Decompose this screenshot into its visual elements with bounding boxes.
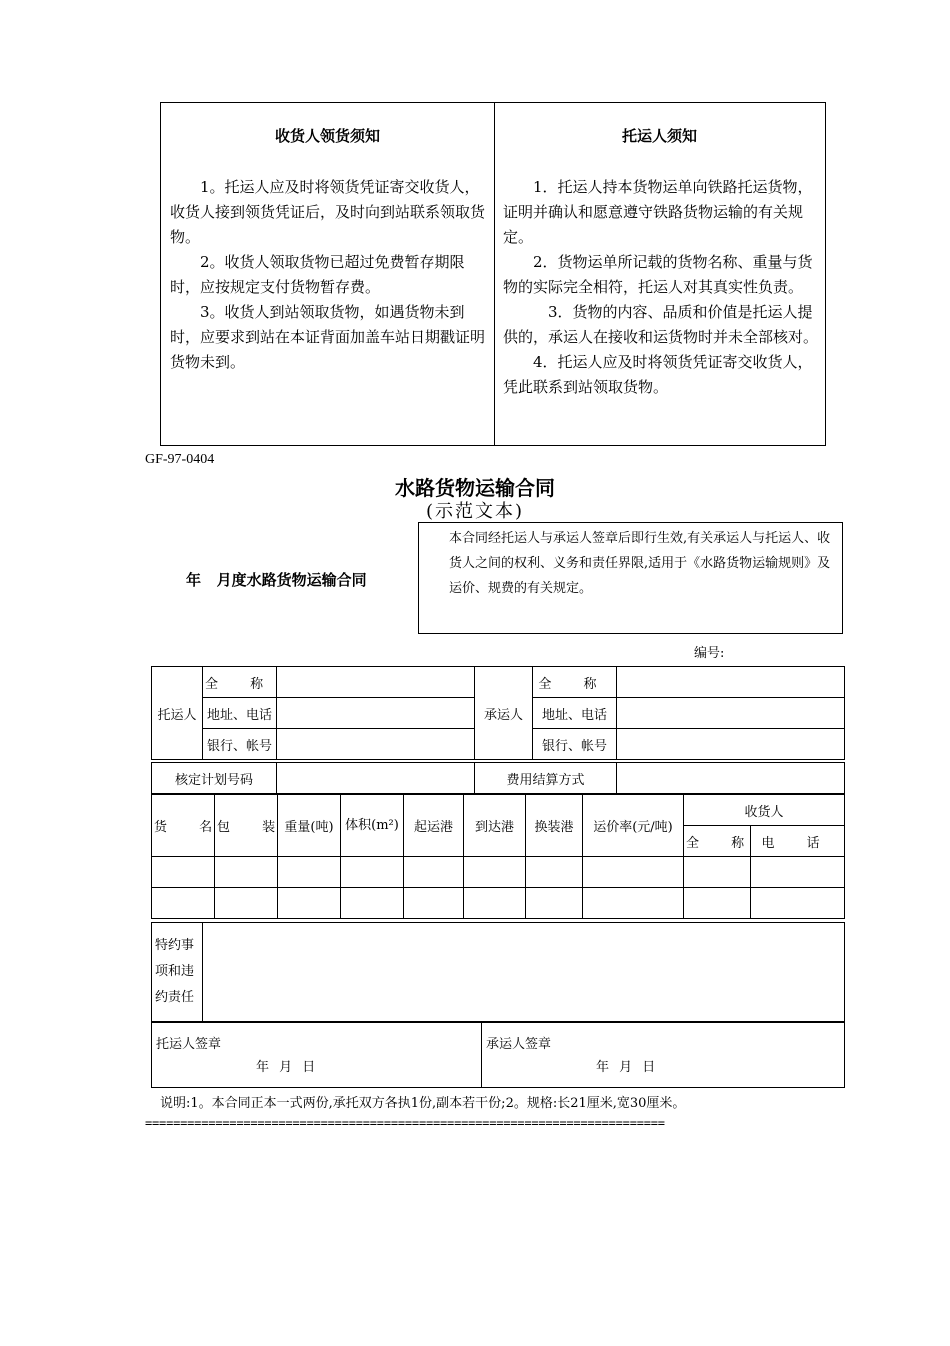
cell[interactable] <box>215 857 278 888</box>
document-code: GF-97-0404 <box>145 452 215 467</box>
special-terms-table <box>151 922 845 1022</box>
contract-subtitle: (示范文本) <box>425 501 525 522</box>
carrier-sign-label: 承运人签章 <box>486 1037 552 1052</box>
cell[interactable] <box>583 888 684 919</box>
rate-header: 运价率(元/吨) <box>583 795 684 857</box>
shipper-bank-label: 银行、帐号 <box>203 729 277 760</box>
year-month-title: 年 月度水路货物运输合同 <box>186 571 367 589</box>
shipper-notice <box>494 103 825 445</box>
separator-line: ========================================================================== <box>145 1116 665 1130</box>
signature-table <box>151 1022 845 1088</box>
shipper-sign-label: 托运人签章 <box>156 1037 222 1052</box>
carrier-signature[interactable] <box>482 1023 845 1088</box>
carrier-name-field[interactable] <box>617 667 845 698</box>
shipper-signature[interactable] <box>152 1023 482 1088</box>
cell[interactable] <box>152 888 215 919</box>
cell[interactable] <box>464 888 526 919</box>
shipper-address-field[interactable] <box>277 698 475 729</box>
cell[interactable] <box>404 888 464 919</box>
shipper-notice-title: 托运人须知 <box>621 127 697 145</box>
cell[interactable] <box>152 857 215 888</box>
receiver-notice-item: 3。收货人到站领取货物，如遇货物未到时，应要求到站在本证背面加盖车站日期戳证明货物未到。 <box>170 303 486 371</box>
cell[interactable] <box>526 888 583 919</box>
cell[interactable] <box>751 857 845 888</box>
cell[interactable] <box>684 888 751 919</box>
cell[interactable] <box>341 888 404 919</box>
special-terms-label: 特约事项和违约责任 <box>152 923 203 1022</box>
cell[interactable] <box>278 888 341 919</box>
shipper-notice-item: 3．货物的内容、品质和价值是托运人提供的，承运人在接收和运货物时并未全部核对。 <box>503 303 819 346</box>
shipper-name-label: 全 称 <box>203 667 277 698</box>
cell[interactable] <box>404 857 464 888</box>
cell[interactable] <box>278 857 341 888</box>
consignee-name-header: 全 称 <box>684 826 751 857</box>
carrier-address-label: 地址、电话 <box>533 698 617 729</box>
receiver-notice <box>161 103 495 445</box>
consignee-header: 收货人 <box>684 795 845 826</box>
cell[interactable] <box>526 857 583 888</box>
carrier-name-label: 全 称 <box>533 667 617 698</box>
carrier-address-field[interactable] <box>617 698 845 729</box>
from-port-header: 起运港 <box>404 795 464 857</box>
carrier-bank-label: 银行、帐号 <box>533 729 617 760</box>
plan-number-field[interactable] <box>277 763 475 794</box>
shipper-bank-field[interactable] <box>277 729 475 760</box>
shipper-address-label: 地址、电话 <box>203 698 277 729</box>
weight-header: 重量(吨) <box>278 795 341 857</box>
shipper-sign-date: 年 月 日 <box>256 1060 316 1075</box>
contract-table <box>151 666 845 760</box>
shipper-name-field[interactable] <box>277 667 475 698</box>
cell[interactable] <box>464 857 526 888</box>
receiver-notice-title: 收货人领货须知 <box>274 127 380 145</box>
receiver-notice-item: 2。收货人领取货物已超过免费暂存期限时，应按规定支付货物暂存费。 <box>170 253 465 296</box>
carrier-bank-field[interactable] <box>617 729 845 760</box>
shipper-notice-item: 4．托运人应及时将领货凭证寄交收货人，凭此联系到站领取货物。 <box>503 353 813 396</box>
special-terms-field[interactable] <box>203 923 845 1022</box>
goods-table <box>151 794 845 919</box>
cell[interactable] <box>583 857 684 888</box>
goods-name-header: 货 名 <box>152 795 215 857</box>
contract-title: 水路货物运输合同 <box>395 476 555 500</box>
carrier-label: 承运人 <box>475 667 533 760</box>
table-row <box>152 888 845 919</box>
cell[interactable] <box>684 857 751 888</box>
shipper-label: 托运人 <box>152 667 203 760</box>
carrier-sign-date: 年 月 日 <box>596 1060 656 1075</box>
volume-header: 体积(m²) <box>341 795 404 857</box>
settlement-field[interactable] <box>617 763 845 794</box>
table-row <box>152 857 845 888</box>
cell[interactable] <box>215 888 278 919</box>
plan-table <box>151 762 845 794</box>
consignee-phone-header: 电 话 <box>751 826 845 857</box>
packing-header: 包 装 <box>215 795 278 857</box>
footnote: 说明:1。本合同正本一式两份,承托双方各执1份,副本若干份;2。规格:长21厘米,宽30厘米。 <box>160 1096 686 1111</box>
transship-port-header: 换装港 <box>526 795 583 857</box>
shipper-notice-item: 2．货物运单所记载的货物名称、重量与货物的实际完全相符，托运人对其真实性负责。 <box>503 253 813 296</box>
plan-number-label: 核定计划号码 <box>152 763 277 794</box>
scope-statement: 本合同经托运人与承运人签章后即行生效,有关承运人与托运人、收货人之间的权利、义务和责任界限,适用于《水路货物运输规则》及运价、规费的有关规定。 <box>418 522 843 634</box>
cell[interactable] <box>751 888 845 919</box>
contract-number-label: 编号: <box>694 646 725 661</box>
cell[interactable] <box>341 857 404 888</box>
shipper-notice-item: 1．托运人持本货物运单向铁路托运货物，证明并确认和愿意遵守铁路货物运输的有关规定。 <box>503 178 813 246</box>
to-port-header: 到达港 <box>464 795 526 857</box>
notice-box <box>160 102 826 446</box>
receiver-notice-item: 1。托运人应及时将领货凭证寄交收货人，收货人接到领货凭证后，及时向到站联系领取货物。 <box>170 178 486 246</box>
settlement-label: 费用结算方式 <box>475 763 617 794</box>
